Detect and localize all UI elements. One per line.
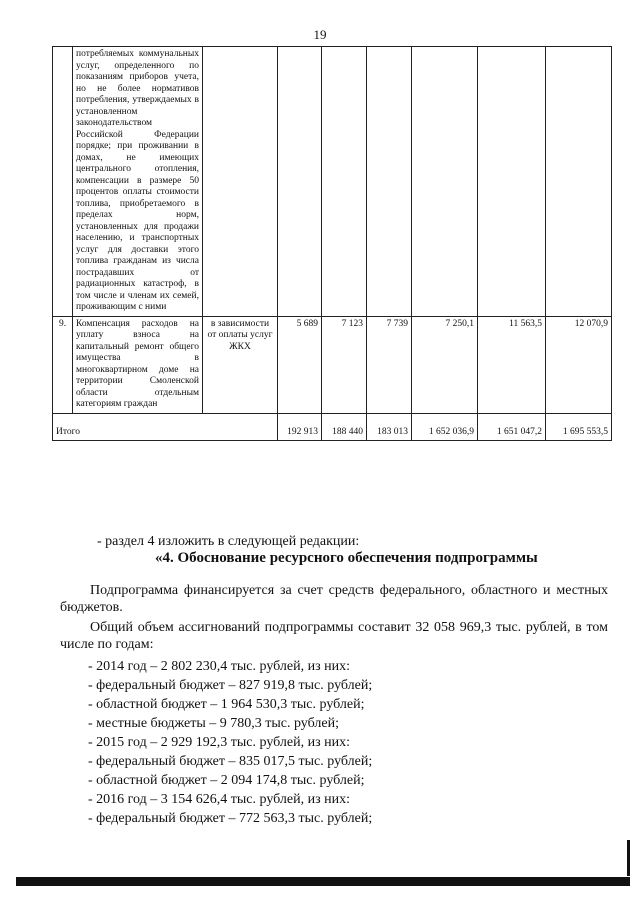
intro-text: - раздел 4 изложить в следующей редакции: [97, 534, 360, 549]
cell-empty [322, 47, 367, 317]
table-row-total [53, 413, 612, 441]
cell-description: Компенсация расходов на уплату взноса на капитальный ремонт общего имущества в многоквартирном доме на территории Смоленской области отдельным категориям граждан [73, 316, 203, 413]
cell-value: 12 070,9 [546, 316, 612, 413]
cell-value: 5 689 [278, 316, 322, 413]
cell-total-value: 192 913 [278, 413, 322, 441]
cell-description: потребляемых коммунальных услуг, определенного по показаниям приборов учета, но не более нормативов потребления, утверждаемых в установленном законодательством Российской Федерации порядке; при проживании в домах, не имеющих центрального отопления, компенсации в размере 50 процентов оплаты стоимости топлива, приобретаемого в пределах норм, установленных для продажи населению, и транспортных услуг для доставки этого топлива гражданам из числа пострадавших от радиационных катастроф, в том числе и членам их семей, проживающим с ними [73, 47, 203, 317]
budget-table [52, 46, 612, 441]
cell-num-empty [53, 47, 73, 317]
cell-total-value: 1 652 036,9 [412, 413, 478, 441]
cell-basis-empty [203, 47, 278, 317]
paragraph-total-volume: Общий объем ассигнований подпрограммы составит 32 058 969,3 тыс. рублей, в том числе по годам: [60, 620, 608, 652]
cell-value: 7 739 [367, 316, 412, 413]
cell-value: 7 250,1 [412, 316, 478, 413]
page-number: 19 [313, 27, 327, 42]
cell-empty [367, 47, 412, 317]
cell-value: 11 563,5 [478, 316, 546, 413]
cell-total-value: 1 695 553,5 [546, 413, 612, 441]
table-row-9 [53, 316, 612, 413]
cell-row-number: 9. [53, 316, 73, 413]
paragraph-financing: Подпрограмма финансируется за счет средств федерального, областного и местных бюджетов. [60, 583, 608, 615]
list-item: - 2016 год – 3 154 626,4 тыс. рублей, из них: [88, 792, 351, 807]
cell-empty [278, 47, 322, 317]
cell-total-value: 188 440 [322, 413, 367, 441]
section-heading: «4. Обоснование ресурсного обеспечения подпрограммы [155, 550, 538, 566]
scan-edge-mark [627, 840, 630, 876]
list-item: - федеральный бюджет – 827 919,8 тыс. рублей; [88, 678, 373, 693]
cell-basis: в зависимости от оплаты услуг ЖКХ [203, 316, 278, 413]
scan-bottom-bar [16, 877, 630, 886]
list-item: - областной бюджет – 2 094 174,8 тыс. рублей; [88, 773, 365, 788]
cell-empty [412, 47, 478, 317]
list-item: - областной бюджет – 1 964 530,3 тыс. рублей; [88, 697, 365, 712]
cell-total-label: Итого [53, 413, 278, 441]
cell-empty [478, 47, 546, 317]
cell-value: 7 123 [322, 316, 367, 413]
cell-total-value: 183 013 [367, 413, 412, 441]
cell-empty [546, 47, 612, 317]
table-row-continued [53, 47, 612, 317]
list-item: - федеральный бюджет – 772 563,3 тыс. рублей; [88, 811, 373, 826]
list-item: - местные бюджеты – 9 780,3 тыс. рублей; [88, 716, 339, 731]
list-item: - 2015 год – 2 929 192,3 тыс. рублей, из них: [88, 735, 351, 750]
cell-total-value: 1 651 047,2 [478, 413, 546, 441]
list-item: - 2014 год – 2 802 230,4 тыс. рублей, из них: [88, 659, 351, 674]
list-item: - федеральный бюджет – 835 017,5 тыс. рублей; [88, 754, 373, 769]
